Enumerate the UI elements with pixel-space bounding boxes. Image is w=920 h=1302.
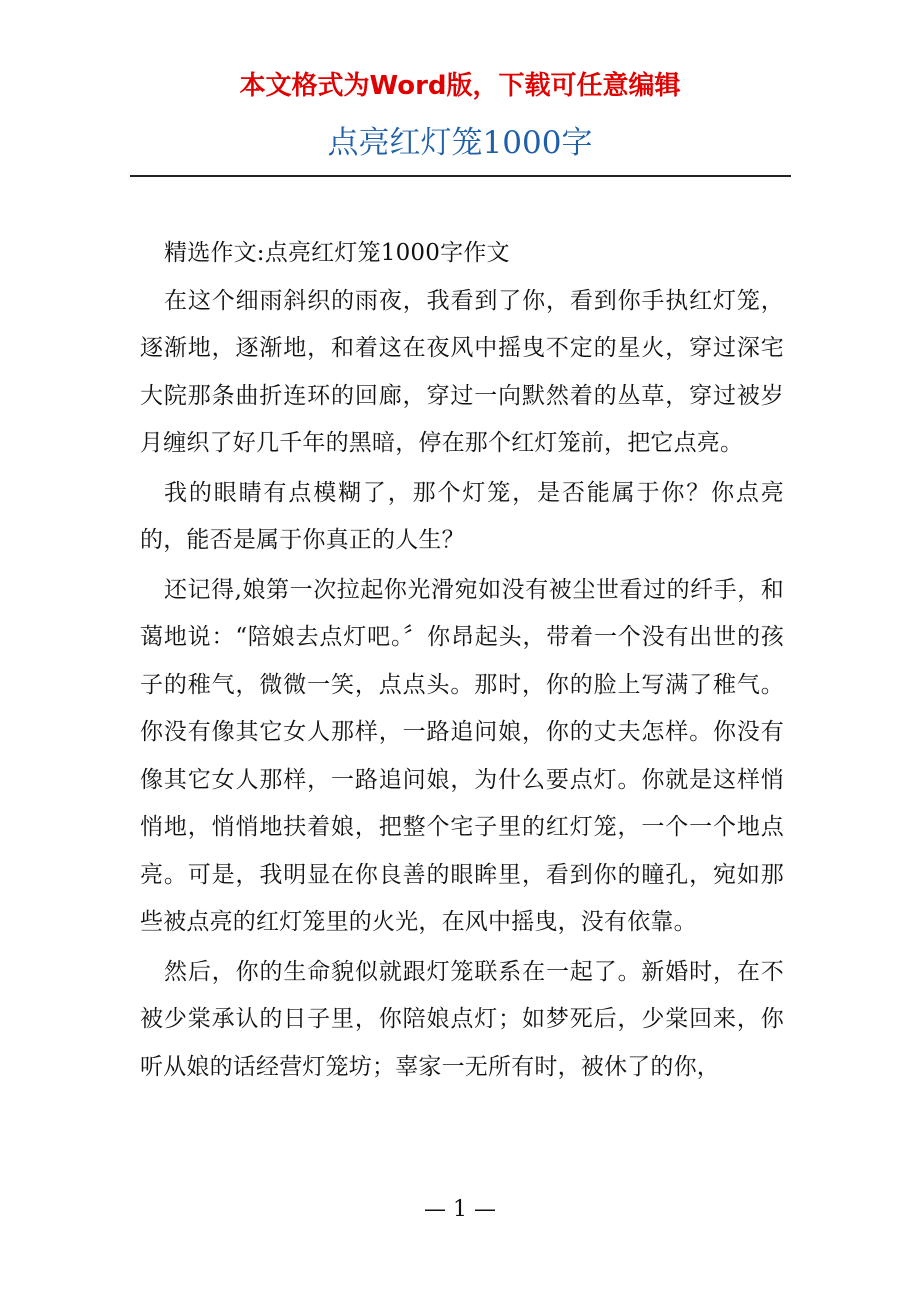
title-divider: [130, 175, 791, 177]
paragraph-source: 精选作文:点亮红灯笼1000字作文: [164, 240, 510, 266]
document-title: 点亮红灯笼1000字: [327, 125, 593, 161]
document-body: [140, 230, 784, 1093]
paragraph: 我的眼睛有点模糊了，那个灯笼，是否能属于你？你点亮的，能否是属于你真正的人生？: [140, 479, 784, 553]
paragraph: 还记得,娘第一次拉起你光滑宛如没有被尘世看过的纤手，和蔼地说：“陪娘去点灯吧。〞你昂起头，带着一个没有出世的孩子的稚气，微微一笑，点点头。那时，你的脸上写满了稚气。你没有像其它女人那样，一路追问娘，你的丈夫怎样。你没有像其它女人那样，一路追问娘，为什么要点灯。你就是这样悄悄地，悄悄地扶着娘，把整个宅子里的红灯笼，一个一个地点亮。可是，我明显在你良善的眼眸里，看到你的瞳孔，宛如那些被点亮的红灯笼里的火光，在风中摇曳，没有依靠。: [140, 576, 784, 935]
format-notice: 本文格式为Word版，下载可任意编辑: [239, 71, 681, 101]
paragraph: 在这个细雨斜织的雨夜，我看到了你，看到你手执红灯笼，逐渐地，逐渐地，和着这在夜风中摇曳不定的星火，穿过深宅大院那条曲折连环的回廊，穿过一向默然着的丛草，穿过被岁月缠织了好几千年的黑暗，停在那个红灯笼前，把它点亮。: [140, 287, 784, 456]
paragraph: 然后，你的生命貌似就跟灯笼联系在一起了。新婚时，在不被少棠承认的日子里，你陪娘点灯；如梦死后，少棠回来，你听从娘的话经营灯笼坊；辜家一无所有时，被休了的你，: [140, 958, 784, 1080]
page-number: — 1 —: [424, 1197, 496, 1222]
